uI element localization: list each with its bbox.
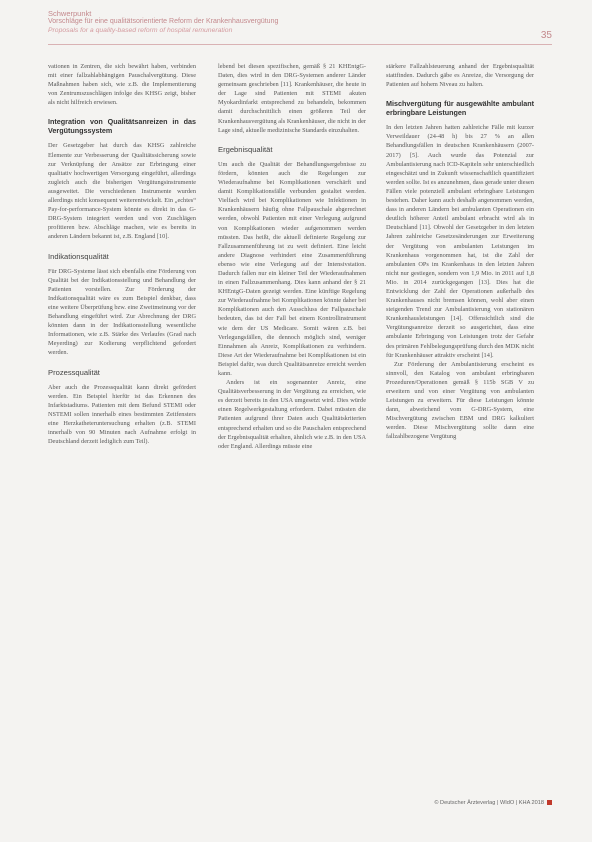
text-column-1	[48, 62, 196, 446]
text-column-2	[218, 62, 366, 451]
section-heading: Indikationsqualität	[48, 251, 109, 261]
text-column-3	[386, 62, 534, 442]
paragraph: vationen in Zentren, die sich bewährt haben, verbinden mit einer fallzahlabhängigen Pauschalvergütung. Diese Maßnahmen haben sich, wie z.B. die Implementierung von Zentrumszuschlägen infolge des KHSG zeigt, bisher als nicht hilfreich erwiesen.	[48, 63, 196, 107]
paragraph: stärkere Fallzahlsteuerung anhand der Ergebnisqualität stattfinden. Dadurch gäbe es Anreize, die Versorgung der Patienten auf hohem Niveau zu halten.	[386, 63, 534, 89]
page-number: 35	[540, 30, 552, 41]
running-header	[48, 9, 552, 35]
paragraph: Um auch die Qualität der Behandlungsergebnisse zu fördern, könnten auch die Regelungen zur Wiederaufnahme bei Komplikationen verschärft und damit Komplikationsfälle verbunden gestaltet werden. Vielfach wird bei Komplikationen wie Infektionen in Krankenhäusern häufig ohne Fallpauschale abgerechnet werden, obwohl Patienten mit einer Verlegung aufgrund von Komplikationen wieder aufgenommen werden müssten. Das heißt, die aktuell definierte Regelung zur Fallzusammenführung ist zu weit definiert. Eine leicht andere Diagnose verhindert eine Zusammenführung ebenso wie eine Verlegung auf der Intensivstation. Dadurch fallen nur ein kleiner Teil der Wiederaufnahmen in einen Fallzusammenhang. Dies kann anhand der § 21 KHEntgG-Daten gezeigt werden. Eine künftige Regelung zur Wiederaufnahme bei Komplikationen könnte daher bei Komplikationen auch den Ausschluss der Fallpauschale bedeuten, das ist der Fall bei einem Kontrollinstrument wie dem der US Medicare. Somit wären z.B. bei Verlegungsfällen, die dennoch möglich sind, weniger Einnahmen als Anreiz, Komplikationen zu verhindern. Diese Art der Wiederaufnahme bei Komplikationen ist ein Beispiel dafür, was durch Qualitätsanreize erreicht werden kann.	[218, 160, 366, 377]
section-heading: Integration von Qualitätsanreizen in das Vergütungssystem	[48, 117, 196, 136]
paragraph: Zur Förderung der Ambulantisierung erscheint es sinnvoll, den Katalog von ambulant erbringbaren Prozeduren/Operationen gemäß § 115b SGB V zu erweitern und von einer Vergütung von ambulanten Leistungen zu erweitern. Für diese Leistungen könnte dann, abweichend vom G-DRG-System, eine Mischvergütung zwischen EBM und DRG kalkuliert werden. Diese Mischvergütung sollte dann eine fallzahlbezogene Vergütung	[386, 360, 534, 441]
footer-square-icon	[547, 800, 552, 805]
paragraph: Aber auch die Prozessqualität kann direkt gefördert werden. Ein Beispiel hierfür ist das Erkennen des Infarktstadiums. Patienten mit dem Befund STEMI oder NSTEMI sollen innerhalb eines bestimmten Zeitfensters eine Herzkatheteruntersuchung erhalten (z.B. STEMI innerhalb von 90 Minuten nach Aufnahme erfolgt in Deutschland derzeit lediglich zum Teil).	[48, 383, 196, 446]
paragraph: In den letzten Jahren hatten zahlreiche Fälle mit kurzer Verweildauer (24-48 h) bis 27 % an allen Behandlungsfällen in deutschen Krankenhäusern (2007-2017) [5]. Auch wurde das Potenzial zur Ambulantisierung nach ICD-Kapiteln sehr unterschiedlich eingeschätzt und in Zukunft wissenschaftlich quantifiziert werden sollte. Ist es anzunehmen, dass gerade unter diesen Fällen viele potenziell ambulant erbringbare Leistungen bestehen. Daher kann auch deshalb angenommen werden, dass in anderen Ländern bei ambulanten Operationen ein deutlich höherer Anteil ambulant erbracht wird als in Deutschland [11]. Obwohl der Gesetzgeber in den letzten Jahren zahlreiche Gesetzesänderungen zur Erweiterung der Vergütung von ambulanten Leistungen im Krankenhaus vorgenommen hat, ist die Zahl der ambulanten OPs im Krankenhaus in den letzten Jahren nicht nur gestiegen, sondern von 1,9 Mio. in 2011 auf 1,8 Mio. in 2014 zurückgegangen [13]. Dies hat die Entwicklung der Zahl der Operationen außerhalb des Krankenhauses nicht bremsen können, wohl aber einen steigenden Trend zur Ambulantisierung von stationären Krankenhausleistungen [14]. Offensichtlich sind die Vergütungsanreize derzeit so ausgerichtet, dass eine ambulante Erbringung von Leistungen trotz der Gefahr des primären Fehlbelegungsprüfung durch den MDK nicht für Krankenhäuser attraktiv erscheint [14].	[386, 124, 534, 359]
page-footer	[434, 800, 552, 806]
paragraph: Der Gesetzgeber hat durch das KHSG zahlreiche Elemente zur Verbesserung der Qualitätssicherung sowie zur Verknüpfung der Ansätze zur Erbringung einer qualitativ hochwertigen Versorgung eingeführt, allerdings zugleich auch die bisherigen Vergütungsinstrumente ausgeweitet. Die verschiedenen Instrumente wurden allerdings nicht konsequent weiterentwickelt. Ein „echtes“ Pay-for-performance-System könnte es direkt in das G-DRG-System integriert werden und von Zuschlägen profitieren bzw. Abschläge machen, wie es bereits in anderen Ländern bekannt ist, z.B. England [10].	[48, 142, 196, 241]
paragraph: Für DRG-Systeme lässt sich ebenfalls eine Förderung von Qualität bei der Indikationsstellung und Behandlung der Patienten vorstellen. Zur Förderung der Indikationsqualität wäre es zum Beispiel denkbar, dass eine weitere Überprüfung bzw. eine Zweitmeinung vor der Behandlung eingeführt wird. Zur Abrechnung der DRG könnten dann in der Indikationsstellung wesentliche Informationen, wie z.B. Stärke des Verlaufes (Grad nach Meyerding) zur Kodierung verpflichtend gefordert werden.	[48, 267, 196, 357]
section-heading: Prozessqualität	[48, 367, 100, 377]
section-kicker: Schwerpunkt	[48, 9, 92, 18]
paragraph: lebend bei diesen spezifischen, gemäß § 21 KHEntgG-Daten, dies wird in den DRG-Systemen anderer Länder gemeinsam geschrieben [11]. Krankenhäuser, die heute in der Lage sind Patienten mit STEMI akuten Myokardinfarkt entsprechend zu behandeln, bekommen damit durchschnittlich einen größeren Teil der Krankenhausvergütung als Krankenhäuser, die nicht in der Lage sind, aktuelle medizinische Standards einzuhalten.	[218, 63, 366, 134]
header-divider	[48, 44, 552, 45]
section-heading: Ergebnisqualität	[218, 144, 273, 154]
copyright-text: © Deutscher Ärzteverlag | WIdO | KHA 2018	[434, 800, 544, 806]
article-title: Vorschläge für eine qualitätsorientierte Reform der Krankenhausvergütung	[48, 18, 279, 25]
paragraph: Anders ist ein sogenannter Anreiz, eine Qualitätsverbesserung in der Vergütung zu erreichen, wie es derzeit bereits in den USA umgesetzt wird. Dies würde einen Regelwerkgestaltung erfordern. Dabei müssten die Patienten aufgrund ihrer Daten auch Qualitätskriterien entsprechend erhalten und so die Pauschalen entsprechend der Ergebnisqualität erhalten, ähnlich wie z.B. in den USA oder England. Allerdings müsste eine	[218, 379, 366, 450]
section-heading: Mischvergütung für ausgewählte ambulant erbringbare Leistungen	[386, 99, 534, 118]
article-subtitle: Proposals for a quality-based reform of hospital remuneration	[48, 26, 233, 34]
